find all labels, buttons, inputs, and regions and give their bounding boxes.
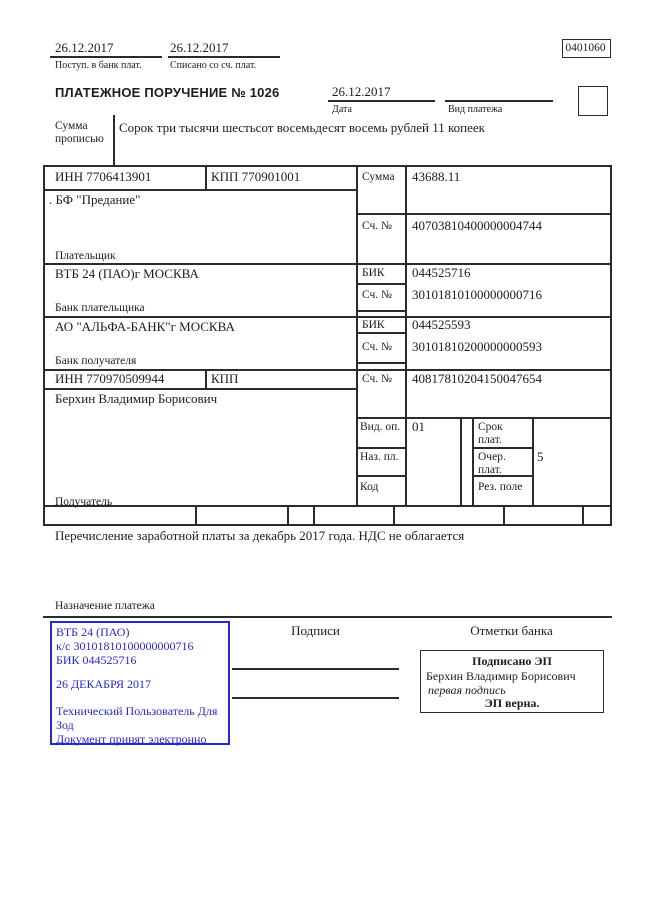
date-label: Дата: [332, 104, 352, 115]
table-line: [43, 616, 612, 618]
document-title: ПЛАТЕЖНОЕ ПОРУЧЕНИЕ № 1026: [55, 85, 280, 100]
table-line: [472, 417, 474, 505]
stamp-bik: БИК 044525716: [56, 653, 137, 667]
table-line: [43, 189, 356, 191]
payer-bank-bik-label: БИК: [362, 267, 385, 279]
payment-type-label: Вид платежа: [448, 104, 503, 115]
priority-value: 5: [537, 449, 544, 464]
table-line: [356, 417, 612, 419]
payee-bank-account: 30101810200000000593: [412, 339, 542, 354]
table-line: [472, 447, 533, 449]
table-line: [43, 165, 612, 167]
operation-type-value: 01: [412, 419, 425, 434]
stamp-operator-line1: Технический Пользователь Для: [56, 704, 218, 718]
payee-inn: ИНН 770970509944: [55, 371, 165, 386]
table-line: [356, 213, 612, 215]
stamp-accepted: Документ принят электронно: [56, 732, 207, 746]
amount-words: Сорок три тысячи шестьсот восемьдесят восемь рублей 11 копеек: [119, 120, 485, 135]
payer-bank-account: 30101810100000000716: [412, 287, 542, 302]
payee-name: Берхин Владимир Борисович: [55, 391, 218, 406]
amount-value: 43688.11: [412, 169, 461, 184]
payee-bank-bik: 044525593: [412, 317, 471, 332]
payee-bank-bik-label: БИК: [362, 319, 385, 331]
underline: [50, 56, 162, 58]
payer-account: 40703810400000004744: [412, 218, 542, 233]
payee-bank-name: АО "АЛЬФА-БАНК"г МОСКВА: [55, 319, 235, 334]
purpose-code-label: Наз. пл.: [360, 451, 399, 463]
esign-kind: первая подпись: [428, 683, 506, 697]
divider: [113, 115, 115, 165]
esign-signer: Берхин Владимир Борисович: [426, 669, 576, 683]
table-line: [43, 263, 612, 265]
payer-section-label: Плательщик: [55, 250, 116, 262]
stamp-bank-name: ВТБ 24 (ПАО): [56, 625, 130, 639]
underline: [168, 56, 280, 58]
payment-type-box: [578, 86, 608, 116]
payer-bank-name: ВТБ 24 (ПАО)г МОСКВА: [55, 266, 199, 281]
bank-marks-heading: Отметки банка: [470, 623, 553, 638]
purpose-label: Назначение платежа: [55, 600, 155, 612]
table-line: [43, 524, 612, 526]
table-line: [356, 475, 406, 477]
signature-line: [232, 668, 399, 670]
payee-bank-section-label: Банк получателя: [55, 355, 137, 367]
esign-verified: ЭП верна.: [484, 696, 540, 710]
document-date: 26.12.2017: [332, 84, 391, 99]
payer-bank-section-label: Банк плательщика: [55, 302, 145, 314]
reserve-field-label: Рез. поле: [478, 481, 523, 493]
underline: [445, 100, 553, 102]
payer-account-label: Сч. №: [362, 220, 393, 232]
payer-bank-bik: 044525716: [412, 265, 471, 280]
stamp-corr-account: к/с 30101810100000000716: [56, 639, 194, 653]
debited-date: 26.12.2017: [170, 40, 229, 55]
amount-words-label: Сумма прописью: [55, 120, 104, 145]
table-line: [356, 362, 406, 364]
form-code: 0401060: [565, 42, 606, 54]
payer-bank-account-label: Сч. №: [362, 289, 393, 301]
table-line: [460, 417, 462, 505]
operation-type-label: Вид. оп.: [360, 421, 401, 433]
payee-section-label: Получатель: [55, 496, 113, 508]
stamp-date: 26 ДЕКАБРЯ 2017: [56, 677, 151, 691]
amount-label: Сумма: [362, 171, 395, 183]
table-line: [195, 505, 197, 524]
payer-kpp: КПП 770901001: [211, 169, 301, 184]
payment-term-label: Срок плат.: [478, 421, 503, 446]
table-line: [405, 165, 407, 505]
received-date-label: Поступ. в банк плат.: [55, 60, 142, 71]
payee-bank-account-label: Сч. №: [362, 341, 393, 353]
payee-account-label: Сч. №: [362, 373, 393, 385]
debited-date-label: Списано со сч. плат.: [170, 60, 257, 71]
table-line: [43, 165, 45, 525]
table-line: [356, 283, 406, 285]
table-line: [356, 165, 358, 505]
table-line: [503, 505, 505, 524]
table-line: [43, 505, 612, 507]
table-line: [356, 447, 406, 449]
table-line: [356, 332, 406, 334]
table-line: [287, 505, 289, 524]
table-line: [582, 505, 584, 524]
priority-label: Очер. плат.: [478, 451, 506, 476]
form-code-box: [562, 39, 611, 58]
table-line: [313, 505, 315, 524]
esign-title: Подписано ЭП: [472, 654, 552, 668]
signature-line: [232, 697, 399, 699]
table-line: [532, 417, 534, 505]
purpose-text: Перечисление заработной платы за декабрь 2017 года. НДС не облагается: [55, 528, 465, 543]
underline: [328, 100, 435, 102]
code-label: Код: [360, 481, 379, 493]
table-line: [610, 165, 612, 525]
signatures-heading: Подписи: [291, 623, 340, 638]
table-line: [205, 165, 207, 189]
payee-kpp: КПП: [211, 371, 239, 386]
received-date: 26.12.2017: [55, 40, 114, 55]
table-line: [356, 310, 406, 312]
payee-account: 40817810204150047654: [412, 371, 542, 386]
table-line: [43, 316, 612, 318]
table-line: [393, 505, 395, 524]
payer-name: . БФ "Предание": [49, 192, 141, 207]
payer-inn: ИНН 7706413901: [55, 169, 152, 184]
table-line: [205, 369, 207, 388]
stamp-operator-line2: Зод: [56, 718, 74, 732]
table-line: [43, 388, 356, 390]
